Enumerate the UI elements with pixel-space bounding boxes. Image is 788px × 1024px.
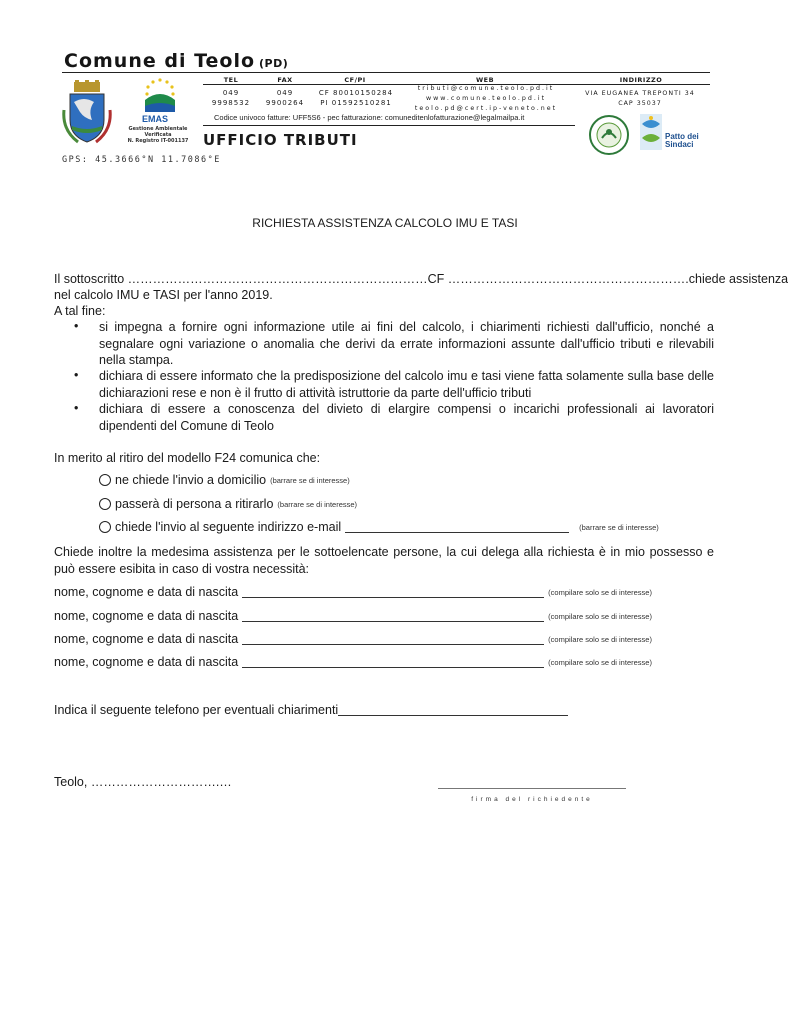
- email-link[interactable]: tributi@comune.teolo.pd.it: [417, 85, 555, 92]
- address-header: INDIRIZZO: [619, 76, 663, 84]
- tel-header: TEL: [223, 76, 239, 84]
- person-row: nome, cognome e data di nascita (compilare solo se di interesse): [54, 632, 652, 646]
- address-value: VIA EUGANEA TREPONTI 34 CAP 35037: [585, 90, 695, 107]
- patto-sindaci-label: Patto dei Sindaci: [665, 132, 699, 149]
- person-field[interactable]: [242, 633, 544, 645]
- f24-option-email[interactable]: chiede l'invio al seguente indirizzo e-mail (barrare se di interesse): [99, 520, 659, 534]
- person-row: nome, cognome e data di nascita (compilare solo se di interesse): [54, 609, 652, 623]
- bullet-marker: •: [74, 368, 79, 382]
- signature-label: firma del richiedente: [471, 796, 593, 803]
- comune-title: [64, 50, 288, 72]
- person-field[interactable]: [242, 586, 544, 598]
- bullet-item-2: dichiara di essere informato che la predisposizione del calcolo imu e tasi viene fatta solamente sulla base delle dichiarazioni rese e non è il frutto di attività istruttorie da parte dell'ufficio tributi: [99, 369, 714, 400]
- seal-logo-icon: [588, 114, 630, 156]
- comune-name: Comune di Teolo: [64, 50, 256, 72]
- f24-option-persona[interactable]: passerà di persona a ritirarlo (barrare se di interesse): [99, 497, 357, 511]
- f24-option-domicilio[interactable]: ne chiede l'invio a domicilio (barrare se di interesse): [99, 473, 350, 487]
- ufficio-rule: [203, 125, 575, 126]
- ufficio-title: UFFICIO TRIBUTI: [203, 131, 358, 149]
- pec-link[interactable]: teolo.pd@cert.ip-veneto.net: [414, 105, 558, 112]
- f24-intro: In merito al ritiro del modello F24 comunica che:: [54, 451, 321, 465]
- person-row: nome, cognome e data di nascita (compilare solo se di interesse): [54, 585, 652, 599]
- emas-logo-icon: [140, 76, 180, 114]
- web-header: WEB: [475, 76, 495, 84]
- intro-line-3: A tal fine:: [54, 304, 106, 318]
- person-field[interactable]: [242, 610, 544, 622]
- sottoscritto-field[interactable]: Il sottoscritto ………………………………………………………………: [54, 272, 428, 286]
- telefono-field[interactable]: [338, 704, 568, 716]
- document-title: RICHIESTA ASSISTENZA CALCOLO IMU E TASI: [252, 216, 518, 230]
- codice-univoco: Codice univoco fatture: UFF5S6 - pec fatturazione: comuneditenlofatturazione@legalmailpa.it: [214, 113, 525, 122]
- radio-domicilio[interactable]: [99, 474, 111, 486]
- comune-province: (PD): [259, 57, 289, 70]
- web-value: [404, 84, 568, 114]
- emas-subtitle: Gestione Ambientale Verificata N. Registro IT-001137: [127, 126, 189, 144]
- tel-value: 049 9998532: [211, 89, 251, 107]
- person-field[interactable]: [242, 656, 544, 668]
- cf-field[interactable]: CF ………………………………………………….: [427, 272, 689, 286]
- fax-value: 049 9900264: [265, 89, 305, 107]
- website-link[interactable]: www.comune.teolo.pd.it: [425, 95, 547, 102]
- header-rule: [62, 72, 710, 73]
- bullet-marker: •: [74, 319, 79, 333]
- delega-text: Chiede inoltre la medesima assistenza per le sottoelencate persone, la cui delega alla richiesta è in mio possesso e può essere esibita in caso di vostra necessità:: [54, 545, 714, 576]
- radio-email[interactable]: [99, 521, 111, 533]
- place-date-field[interactable]: Teolo, ………………………….…: [54, 775, 232, 789]
- radio-persona[interactable]: [99, 498, 111, 510]
- bullet-marker: •: [74, 401, 79, 415]
- coat-of-arms-icon: [62, 80, 112, 148]
- gps-coordinates: GPS: 45.3666°N 11.7086°E: [62, 155, 221, 165]
- telefono-row: Indica il seguente telefono per eventuali chiarimenti: [54, 703, 568, 717]
- signature-line[interactable]: [438, 788, 626, 789]
- emas-label: EMAS: [142, 114, 169, 124]
- bullet-item-1: si impegna a fornire ogni informazione utile ai fini del calcolo, i chiarimenti richiesti dall'ufficio, nonché a segnalare ogni variazione o anomalia che derivi da errate informazioni assunte dall'ufficio tributi e rilevabili nella stampa.: [99, 320, 714, 367]
- cf-value: CF 80010150284 PI 01592510281: [318, 89, 394, 107]
- patto-sindaci-icon: [638, 112, 664, 152]
- fax-header: FAX: [277, 76, 293, 84]
- cf-header: CF/PI: [344, 76, 366, 84]
- intro-line: [54, 272, 788, 286]
- intro-line-2: nel calcolo IMU e TASI per l'anno 2019.: [54, 288, 273, 302]
- bullet-item-3: dichiara di essere a conoscenza del divieto di elargire compensi o incarichi professionali ai lavoratori dipendenti del Comune di Teolo: [99, 402, 714, 433]
- email-field[interactable]: [345, 521, 569, 533]
- person-row: nome, cognome e data di nascita (compilare solo se di interesse): [54, 655, 652, 669]
- chiede-text: chiede assistenza: [688, 272, 788, 286]
